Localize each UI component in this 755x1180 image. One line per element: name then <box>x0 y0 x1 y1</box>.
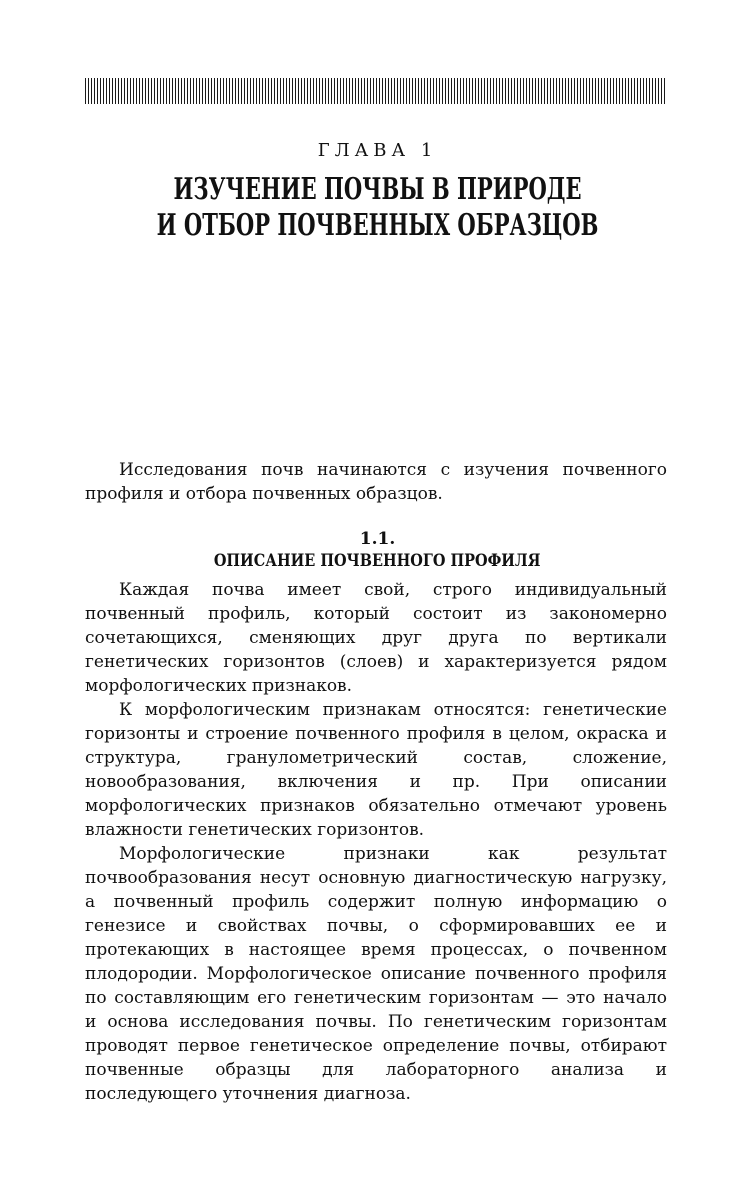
body-paragraph: Каждая почва имеет свой, строго индивидуальный почвенный профиль, который состоит из закономерно сочетающихся, сменяющих друг друга по вертикали генетических горизонтов (слоев) и характеризуется рядом морфологических признаков. <box>85 580 667 696</box>
body-text <box>85 578 667 1106</box>
chapter-label: ГЛАВА 1 <box>317 140 438 161</box>
chapter-title-line-1: ИЗУЧЕНИЕ ПОЧВЫ В ПРИРОДЕ <box>173 172 582 207</box>
decorative-header-rule <box>85 78 666 104</box>
section-title: ОПИСАНИЕ ПОЧВЕННОГО ПРОФИЛЯ <box>214 551 541 571</box>
body-paragraph: К морфологическим признакам относятся: генетические горизонты и строение почвенного профиля в целом, окраска и структура, гранулометрический состав, сложение, новообразования, включения и пр. При описании морфологических признаков обязательно отмечают уровень влажности генетических горизонтов. <box>85 700 667 840</box>
chapter-title-line-2: И ОТБОР ПОЧВЕННЫХ ОБРАЗЦОВ <box>156 208 599 243</box>
body-paragraph: Морфологические признаки как результат почвообразования несут основную диагностическую нагрузку, а почвенный профиль содержит полную информацию о генезисе и свойствах почвы, о сформировавших ее и протекающих в настоящее время процессах, о почвенном плодородии. Морфологическое описание почвенного профиля по составляющим его генетическим горизонтам — это начало и основа исследования почвы. По генетическим горизонтам проводят первое генетическое определение почвы, отбирают почвенные образцы для лабораторного анализа и последующего уточнения диагноза. <box>85 844 667 1104</box>
section-heading <box>0 528 755 572</box>
intro-paragraph: Исследования почв начинаются с изучения почвенного профиля и отбора почвенных образцов. <box>85 460 667 504</box>
section-number: 1.1. <box>359 529 396 549</box>
intro-block <box>85 458 667 506</box>
chapter-title <box>83 172 672 244</box>
